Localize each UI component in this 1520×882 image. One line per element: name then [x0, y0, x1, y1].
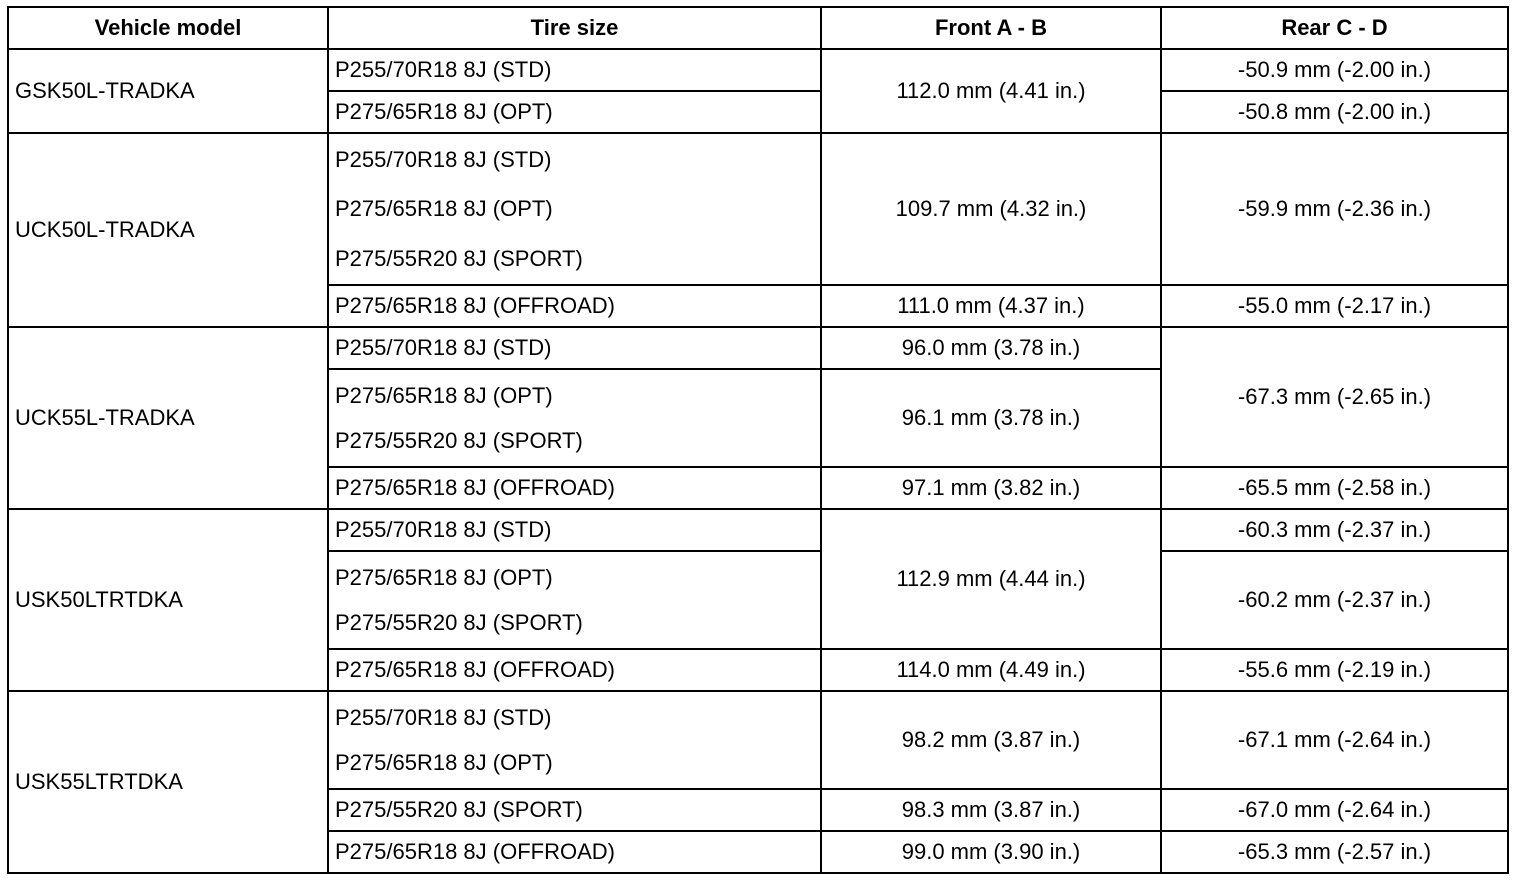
- tire-size-cell: P275/55R20 8J (SPORT): [328, 789, 821, 831]
- tire-size-text: P275/65R18 8J (OPT): [335, 565, 553, 590]
- tire-size-stack: [335, 383, 814, 453]
- tire-size-cell: [328, 369, 821, 467]
- rear-value-cell: -60.2 mm (-2.37 in.): [1161, 551, 1508, 649]
- header-rear: Rear C - D: [1161, 7, 1508, 49]
- tire-size-text: P255/70R18 8J (STD): [335, 705, 552, 730]
- front-value-cell: 114.0 mm (4.49 in.): [821, 649, 1161, 691]
- table-row: [8, 509, 1508, 551]
- front-value-cell: 112.0 mm (4.41 in.): [821, 49, 1161, 133]
- vehicle-model-cell: UCK55L-TRADKA: [8, 327, 328, 509]
- tire-size-text: P275/55R20 8J (SPORT): [335, 427, 583, 453]
- tire-size-text: P275/65R18 8J (OPT): [335, 196, 553, 222]
- rear-value-cell: -67.1 mm (-2.64 in.): [1161, 691, 1508, 789]
- tire-size-text: P275/55R20 8J (SPORT): [335, 609, 583, 635]
- tire-size-cell: [328, 691, 821, 789]
- tire-size-cell: P255/70R18 8J (STD): [328, 509, 821, 551]
- header-vehicle-model: Vehicle model: [8, 7, 328, 49]
- front-value-cell: 99.0 mm (3.90 in.): [821, 831, 1161, 873]
- tire-size-text: P255/70R18 8J (STD): [335, 147, 552, 172]
- tire-size-stack: [335, 147, 814, 271]
- rear-value-cell: -65.5 mm (-2.58 in.): [1161, 467, 1508, 509]
- front-value-cell: 96.0 mm (3.78 in.): [821, 327, 1161, 369]
- table-row: [8, 49, 1508, 91]
- vehicle-model-cell: UCK50L-TRADKA: [8, 133, 328, 327]
- tire-size-text: P275/65R18 8J (OPT): [335, 383, 553, 408]
- vehicle-model-cell: USK50LTRTDKA: [8, 509, 328, 691]
- front-value-cell: 96.1 mm (3.78 in.): [821, 369, 1161, 467]
- table-row: [8, 133, 1508, 285]
- tire-size-cell: P275/65R18 8J (OFFROAD): [328, 285, 821, 327]
- rear-value-cell: -55.6 mm (-2.19 in.): [1161, 649, 1508, 691]
- tire-size-cell: [328, 133, 821, 285]
- tire-size-stack: [335, 565, 814, 635]
- header-row: [8, 7, 1508, 49]
- rear-value-cell: -60.3 mm (-2.37 in.): [1161, 509, 1508, 551]
- rear-value-cell: -55.0 mm (-2.17 in.): [1161, 285, 1508, 327]
- front-value-cell: 111.0 mm (4.37 in.): [821, 285, 1161, 327]
- rear-value-cell: -67.3 mm (-2.65 in.): [1161, 327, 1508, 467]
- front-value-cell: 98.2 mm (3.87 in.): [821, 691, 1161, 789]
- tire-size-cell: P275/65R18 8J (OPT): [328, 91, 821, 133]
- front-value-cell: 97.1 mm (3.82 in.): [821, 467, 1161, 509]
- header-tire-size: Tire size: [328, 7, 821, 49]
- tire-size-cell: P255/70R18 8J (STD): [328, 327, 821, 369]
- front-value-cell: 112.9 mm (4.44 in.): [821, 509, 1161, 649]
- tire-size-cell: P275/65R18 8J (OFFROAD): [328, 467, 821, 509]
- rear-value-cell: -50.9 mm (-2.00 in.): [1161, 49, 1508, 91]
- rear-value-cell: -59.9 mm (-2.36 in.): [1161, 133, 1508, 285]
- tire-size-stack: [335, 705, 814, 775]
- table-row: [8, 327, 1508, 369]
- header-front: Front A - B: [821, 7, 1161, 49]
- table-row: [8, 691, 1508, 789]
- tire-size-cell: P275/65R18 8J (OFFROAD): [328, 831, 821, 873]
- tire-size-cell: P275/65R18 8J (OFFROAD): [328, 649, 821, 691]
- front-value-cell: 109.7 mm (4.32 in.): [821, 133, 1161, 285]
- rear-value-cell: -65.3 mm (-2.57 in.): [1161, 831, 1508, 873]
- vehicle-model-cell: GSK50L-TRADKA: [8, 49, 328, 133]
- tire-size-text: P275/55R20 8J (SPORT): [335, 245, 583, 271]
- rear-value-cell: -67.0 mm (-2.64 in.): [1161, 789, 1508, 831]
- tire-alignment-table: [7, 6, 1509, 874]
- front-value-cell: 98.3 mm (3.87 in.): [821, 789, 1161, 831]
- tire-size-cell: P255/70R18 8J (STD): [328, 49, 821, 91]
- tire-size-cell: [328, 551, 821, 649]
- tire-size-text: P275/65R18 8J (OPT): [335, 749, 553, 775]
- vehicle-model-cell: USK55LTRTDKA: [8, 691, 328, 873]
- rear-value-cell: -50.8 mm (-2.00 in.): [1161, 91, 1508, 133]
